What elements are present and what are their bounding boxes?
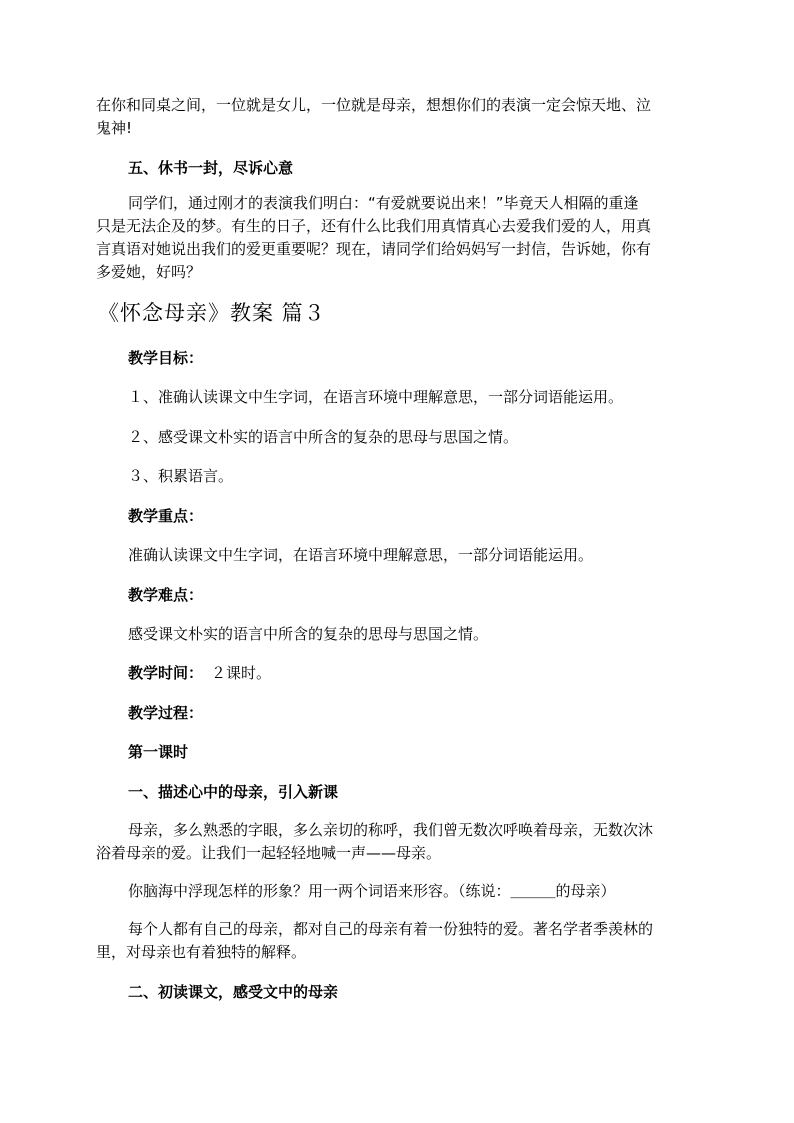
section-5-title: 五、休书一封，尽诉心意: [128, 159, 294, 177]
intro-line-2: 鬼神!: [96, 119, 133, 137]
time-label: 教学时间：: [128, 664, 204, 682]
goal-item-3: ３、积累语言。: [128, 467, 234, 485]
difficulty-label: 教学难点：: [128, 586, 204, 604]
key-text: 准确认读课文中生字词，在语言环境中理解意思，一部分词语能运用。: [128, 546, 594, 564]
part-2-title: 二、初读课文，感受文中的母亲: [128, 983, 339, 1001]
part1-a-line-1: 母亲，多么熟悉的字眼，多么亲切的称呼，我们曾无数次呼唤着母亲，无数次沐: [128, 821, 654, 839]
part1-c-line-1: 每个人都有自己的母亲，都对自己的母亲有着一份独特的爱。著名学者季羡林的: [128, 920, 654, 938]
part-1-title: 一、描述心中的母亲，引入新课: [128, 783, 339, 801]
difficulty-text: 感受课文朴实的语言中所含的复杂的思母与思国之情。: [128, 625, 489, 643]
part1-a-line-2: 浴着母亲的爱。让我们一起轻轻地喊一声——母亲。: [96, 844, 442, 862]
time-value: ２课时。: [211, 664, 272, 682]
article-heading: 《怀念母亲》教案 篇３: [98, 301, 326, 325]
sec5-line-1: 同学们，通过刚才的表演我们明白：“有爱就要说出来！”毕竟天人相隔的重逢: [128, 194, 639, 212]
lesson-1-title: 第一课时: [128, 743, 189, 761]
sec5-line-2: 只是无法企及的梦。有生的日子，还有什么比我们用真情真心去爱我们爱的人，用真: [96, 217, 652, 235]
part1-c-line-2: 里，对母亲也有着独特的解释。: [96, 943, 307, 961]
process-label: 教学过程：: [128, 704, 204, 722]
intro-line-1: 在你和同桌之间，一位就是女儿，一位就是母亲，想想你们的表演一定会惊天地、泣: [96, 96, 652, 114]
part1-b-line: 你脑海中浮现怎样的形象？用一两个词语来形容。（练说：＿＿＿的母亲）: [128, 882, 616, 900]
sec5-line-4: 多爱她，好吗？: [96, 263, 202, 281]
time-row: [128, 662, 271, 684]
goal-item-1: １、准确认读课文中生字词，在语言环境中理解意思，一部分词语能运用。: [128, 388, 624, 406]
key-label: 教学重点：: [128, 507, 204, 525]
goal-item-2: ２、感受课文朴实的语言中所含的复杂的思母与思国之情。: [128, 428, 519, 446]
goals-label: 教学目标：: [128, 349, 204, 367]
sec5-line-3: 言真语对她说出我们的爱更重要呢？现在，请同学们给妈妈写一封信，告诉她，你有: [96, 240, 652, 258]
